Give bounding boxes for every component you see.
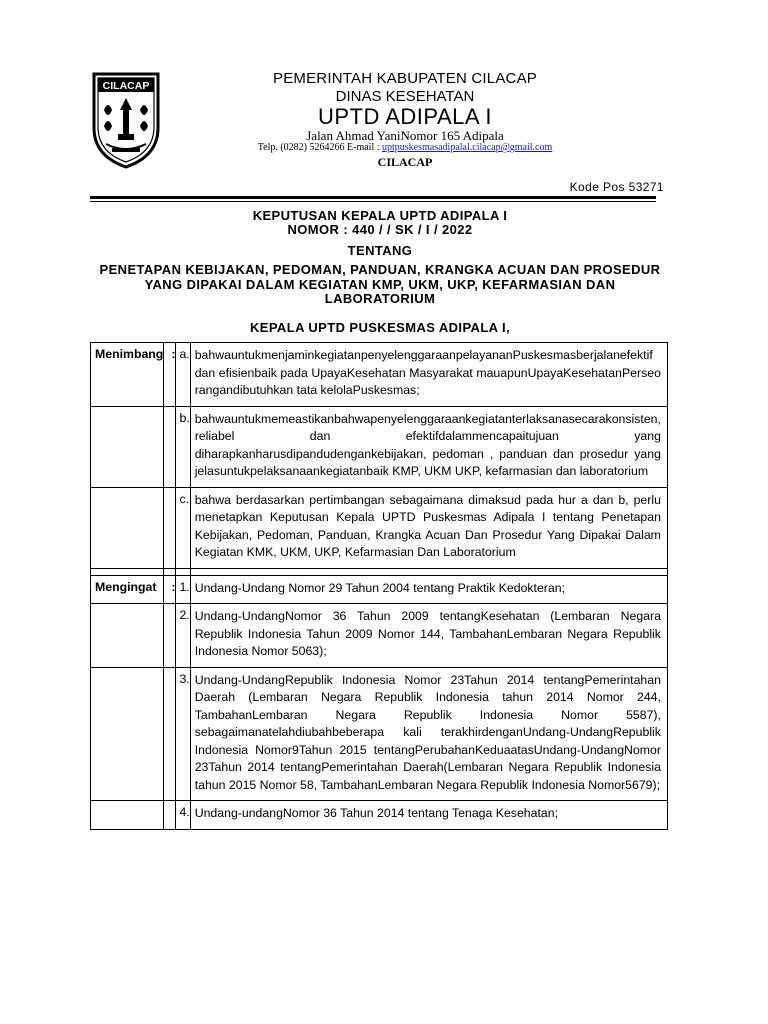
- table-row: [91, 406, 668, 487]
- table-row: [91, 667, 668, 801]
- office-address: Jalan Ahmad YaniNomor 165 Adipala: [306, 128, 504, 143]
- logo-text: CILACAP: [102, 80, 150, 92]
- menimbang-item-b: bahwauntukmemeastikanbahwapenyelenggaraankegiatanterlaksanasecarakonsisten, reliabel dan efektifdalammencapaitujuan yang diharapkanharusdipandudengankebijakan, pedoman , panduan dan prosedur yang jelasuntukpelaksanaankegiatanbaik KMP, UKM UKP, kefarmasian dan laboratorium: [190, 406, 667, 487]
- header-divider-thin: [90, 201, 656, 202]
- decree-issuer: KEPALA UPTD PUSKESMAS ADIPALA I,: [249, 320, 511, 335]
- list-marker: 1.: [176, 575, 190, 604]
- list-marker: c.: [176, 487, 190, 568]
- city-name: CILACAP: [377, 155, 433, 169]
- unit-name: UPTD ADIPALA I: [317, 104, 493, 129]
- table-row: [91, 487, 668, 568]
- decree-number: NOMOR : 440 / / SK / I / 2022: [287, 222, 473, 237]
- list-marker: a.: [176, 343, 190, 407]
- list-marker: 2.: [176, 604, 190, 668]
- government-name: PEMERINTAH KABUPATEN CILACAP: [273, 70, 537, 87]
- header-divider-thick: [90, 196, 656, 199]
- phone-label: Telp. (0282) 5264266 E-mail :: [257, 142, 380, 153]
- decree-subject: PENETAPAN KEBIJAKAN, PEDOMAN, PANDUAN, KRANGKA ACUAN DAN PROSEDUR YANG DIPAKAI DALAM KEGIATAN KMP, UKM, UKP, KEFARMASIAN DAN LABORATORIUM: [99, 262, 661, 306]
- mengingat-item-1: Undang-Undang Nomor 29 Tahun 2004 tentang Praktik Kedokteran;: [190, 575, 667, 604]
- table-row: [91, 801, 668, 830]
- mengingat-colon: :: [164, 575, 176, 604]
- list-marker: 4.: [176, 801, 190, 830]
- email-link[interactable]: uptpuskesmasadipalal.cilacap@gmail.com: [382, 142, 553, 153]
- mengingat-label: Mengingat: [91, 575, 164, 604]
- menimbang-item-a: bahwauntukmenjaminkegiatanpenyelenggaraanpelayananPuskesmasberjalanefektif dan efisienbaik pada UpayaKesehatan Masyarakat mauapunUpayaKesehatanPerseorangandibutuhkan tata kelolaPuskesmas;: [190, 343, 667, 407]
- table-spacer-row: [91, 568, 668, 575]
- mengingat-item-4: Undang-undangNomor 36 Tahun 2014 tentang Tenaga Kesehatan;: [190, 801, 667, 830]
- regency-emblem-logo: [90, 70, 162, 170]
- menimbang-label: Menimbang: [91, 343, 164, 407]
- considerations-table: [90, 342, 668, 830]
- table-row: [91, 343, 668, 407]
- menimbang-colon: :: [164, 343, 176, 407]
- list-marker: 3.: [176, 667, 190, 801]
- department-name: DINAS KESEHATAN: [335, 88, 475, 105]
- mengingat-item-3: Undang-UndangRepublik Indonesia Nomor 23Tahun 2014 tentangPemerintahan Daerah (Lembaran Negara Republik Indonesia tahun 2014 Nomor 244, TambahanLembaran Negara Republik Indonesia Nomor 5587), sebagaimanatelahdiubahbeberapa kali terakhirdenganUndang-UndangRepublik Indonesia Nomor9Tahun 2015 tentangPerubahanKeduaatasUndang-UndangNomor 23Tahun 2014 tentangPemerintahan Daerah(Lembaran Negara Republik Indonesia tahun 2015 Nomor 58, TambahanLembaran Negara Republik Indonesia Nomor5679);: [190, 667, 667, 801]
- decree-title: KEPUTUSAN KEPALA UPTD ADIPALA I: [252, 208, 508, 223]
- mengingat-item-2: Undang-UndangNomor 36 Tahun 2009 tentangKesehatan (Lembaran Negara Republik Indonesia Tahun 2009 Nomor 144, TambahanLembaran Negara Republik Indonesia Nomor 5063);: [190, 604, 667, 668]
- table-row: [91, 575, 668, 604]
- list-marker: b.: [176, 406, 190, 487]
- contact-line: [165, 142, 645, 153]
- decree-about-label: TENTANG: [347, 243, 413, 258]
- table-row: [91, 604, 668, 668]
- postal-code: Kode Pos 53271: [569, 180, 664, 194]
- menimbang-item-c: bahwa berdasarkan pertimbangan sebagaimana dimaksud pada hur a dan b, perlu menetapkan Keputusan Kepala UPTD Puskesmas Adipala I tentang Penetapan Kebijakan, Pedoman, Panduan, Krangka Acuan Dan Prosedur Yang Dipakai Dalam Kegiatan KMK, UKM, UKP, Kefarmasian Dan Laboratorium: [190, 487, 667, 568]
